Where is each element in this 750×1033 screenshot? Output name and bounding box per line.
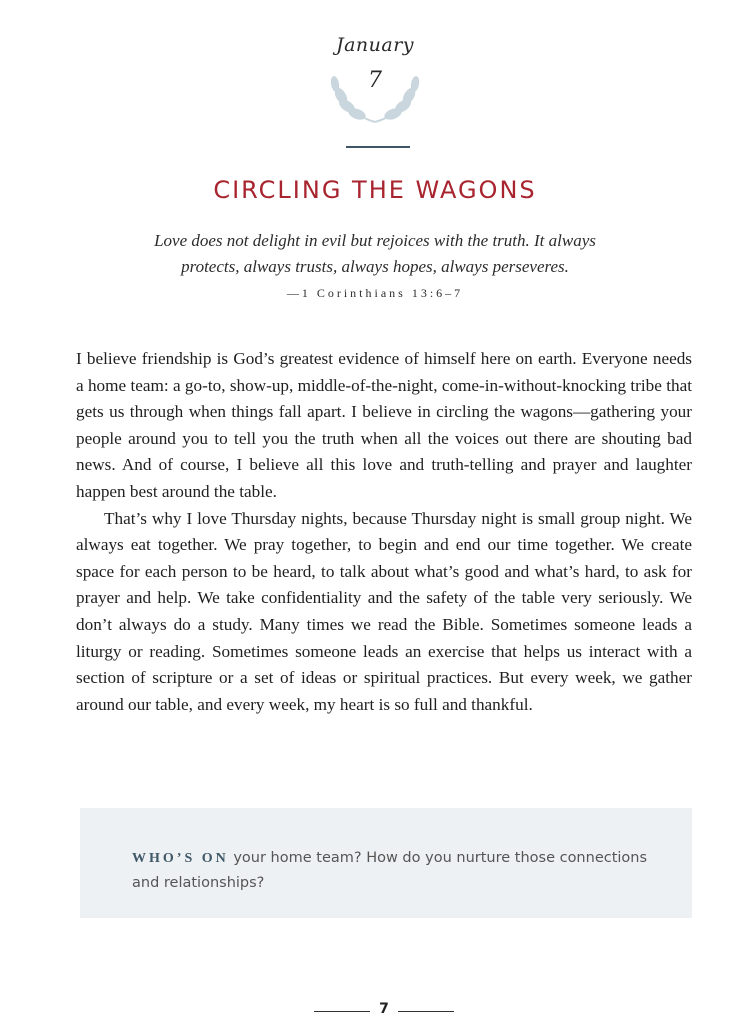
body-paragraph: I believe friendship is God’s greatest evidence of himself here on earth. Everyone needs a home team: a go-to, show-up, middle-of-the-night, come-in-without-knocking tribe that gets us through when things fall apart. I believe in circling the wagons—gathering your people around you to tell you the truth when all the voices out there are shouting bad news. And of course, I believe all this love and truth-telling and prayer and laughter happen best around the table.	[76, 349, 692, 501]
reflection-text: your home team? How do you nurture those connections and relationships?	[132, 850, 648, 891]
reflection-question	[132, 846, 652, 895]
devotional-body	[76, 346, 692, 718]
title-divider	[346, 146, 410, 148]
reflection-callout	[80, 808, 692, 918]
body-paragraph: That’s why I love Thursday nights, because Thursday night is small group night. We always eat together. We pray together, to begin and end our time together. We create space for each person to be heard, to talk about what’s good and what’s hard, to ask for prayer and help. We take confidentiality and the safety of the table very seriously. We don’t always do a study. Many times we read the Bible. Sometimes someone leads a liturgy or reading. Sometimes someone leads an exercise that helps us interact with a section of scripture or a set of ideas or spiritual practices. But every week, we gather around our table, and every week, my heart is so full and thankful.	[76, 508, 692, 714]
scripture-quote	[100, 228, 650, 280]
footer-rule-left	[314, 1011, 370, 1012]
scripture-line: protects, always trusts, always hopes, always perseveres.	[181, 257, 569, 276]
month-label: January	[335, 34, 415, 56]
page-number: 7	[379, 1001, 389, 1017]
scripture-reference: —1 Corinthians 13:6–7	[286, 286, 464, 300]
scripture-line: Love does not delight in evil but rejoices with the truth. It always	[154, 231, 596, 250]
page-title: CIRCLING THE WAGONS	[213, 176, 537, 204]
day-number: 7	[368, 68, 382, 93]
footer-rule-right	[398, 1011, 454, 1012]
reflection-lead: WHO’S ON	[132, 851, 229, 866]
